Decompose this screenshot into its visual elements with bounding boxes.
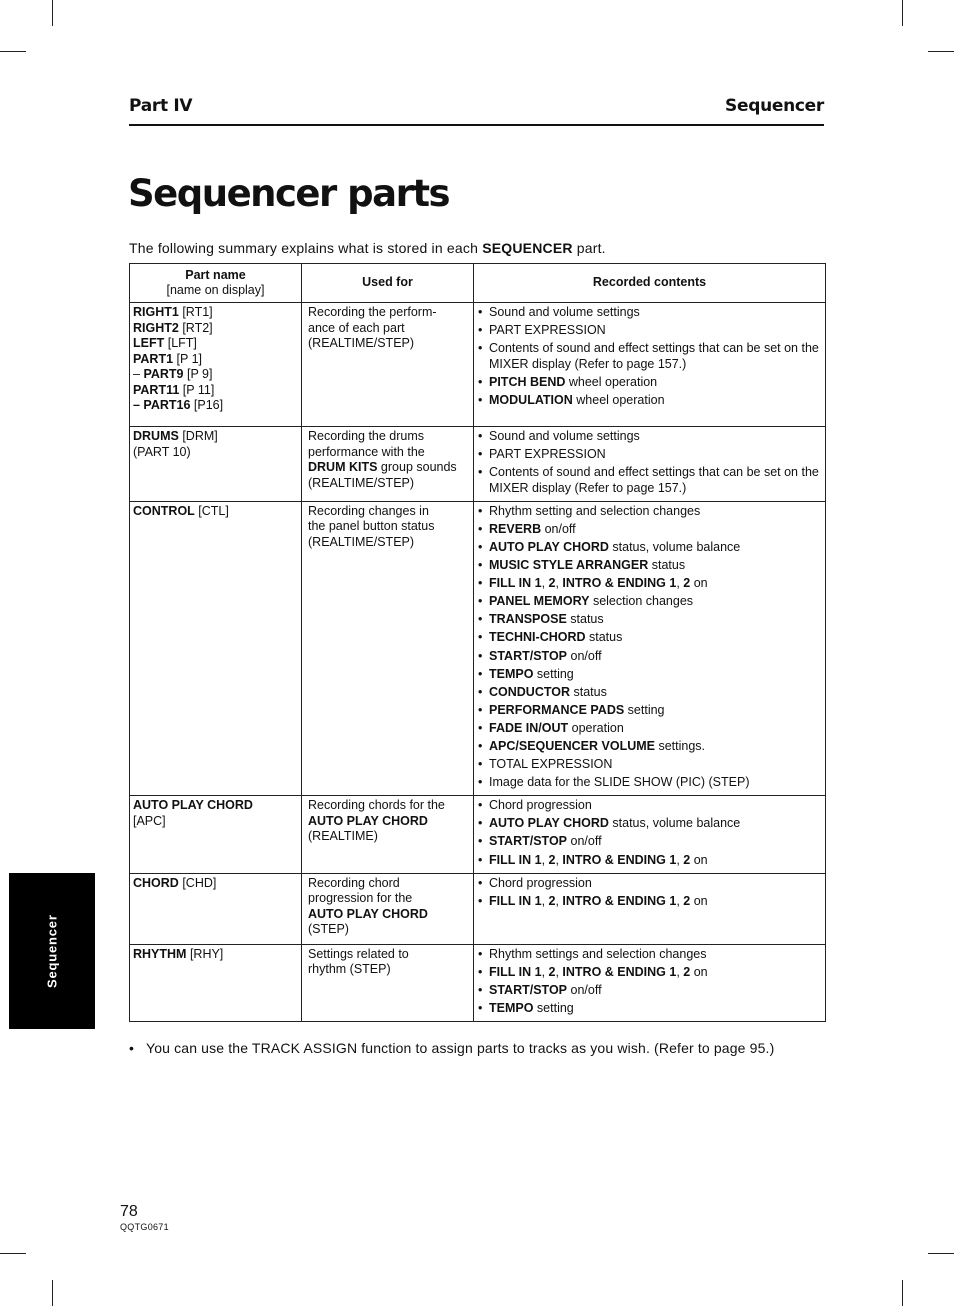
part-name-line — [133, 445, 298, 461]
text-run: , — [541, 964, 549, 979]
bold-term: MODULATION — [489, 392, 573, 407]
list-item — [478, 447, 821, 463]
text-run: [RHY] — [186, 946, 224, 961]
text-run: , — [555, 852, 563, 867]
list-item — [478, 965, 821, 981]
part-name-line — [133, 305, 298, 321]
bold-term: INTRO & ENDING 1 — [562, 964, 677, 979]
list-item — [478, 305, 821, 321]
used-for-line — [308, 321, 467, 337]
bold-term: FADE IN/OUT — [489, 720, 569, 735]
intro-bold: SEQUENCER — [482, 240, 573, 256]
bold-term: PITCH BEND — [489, 374, 566, 389]
bold-term: CHORD — [133, 875, 179, 890]
text-run: on/off — [541, 521, 576, 536]
text-run: status, volume balance — [608, 816, 741, 831]
used-for-line — [308, 504, 467, 520]
used-for-cell — [302, 303, 474, 427]
text-run: Chord progression — [489, 798, 592, 813]
crop-mark — [902, 0, 903, 26]
text-run: [P 1] — [173, 351, 203, 366]
text-run: , — [541, 852, 549, 867]
part-name-line — [133, 352, 298, 368]
bullet-icon: • — [129, 1040, 135, 1056]
text-run: Contents of sound and effect settings that can be set on the MIXER display (Refer to page 157.) — [489, 465, 819, 495]
used-for-cell — [302, 796, 474, 873]
text-run: Recording chord — [308, 875, 400, 890]
used-for-line — [308, 476, 467, 492]
bold-term: START/STOP — [489, 834, 568, 849]
text-run: Contents of sound and effect settings that can be set on the MIXER display (Refer to page 157.) — [489, 341, 819, 371]
text-run: on/off — [567, 648, 602, 663]
table-row — [130, 303, 826, 427]
bold-term: INTRO & ENDING 1 — [562, 852, 677, 867]
text-run: Recording chords for the — [308, 798, 445, 813]
bold-term: 2 — [683, 964, 691, 979]
table-row — [130, 873, 826, 944]
text-run: status — [648, 558, 686, 573]
footnote-text: You can use the TRACK ASSIGN function to assign parts to tracks as you wish. (Refer to page 95.) — [146, 1040, 775, 1056]
list-item — [478, 798, 821, 814]
used-for-line — [308, 947, 467, 963]
text-run: , — [676, 964, 684, 979]
list-item — [478, 685, 821, 701]
text-run: wheel operation — [572, 392, 665, 407]
list-item — [478, 393, 821, 409]
bold-term: PART11 — [133, 382, 180, 397]
recorded-contents-cell — [474, 796, 826, 873]
side-tab-label: Sequencer — [44, 914, 60, 988]
used-for-line — [308, 962, 467, 978]
recorded-contents-cell — [474, 303, 826, 427]
used-for-line — [308, 907, 467, 923]
part-name-line — [133, 947, 298, 963]
text-run: Recording changes in — [308, 503, 429, 518]
column-header-subtitle: [name on display] — [166, 283, 265, 297]
part-name-line — [133, 876, 298, 892]
text-run: [RT2] — [178, 320, 213, 335]
intro-paragraph — [129, 240, 606, 256]
part-name-line — [133, 383, 298, 399]
used-for-line — [308, 891, 467, 907]
used-for-line — [308, 336, 467, 352]
bold-term: RIGHT2 — [133, 320, 179, 335]
used-for-line — [308, 519, 467, 535]
table-row — [130, 427, 826, 502]
crop-mark — [52, 0, 53, 26]
crop-mark — [928, 51, 954, 52]
bold-term: 2 — [548, 964, 556, 979]
list-item — [478, 876, 821, 892]
bold-term: PANEL MEMORY — [489, 594, 590, 609]
bold-term: 2 — [548, 576, 556, 591]
used-for-line — [308, 876, 467, 892]
list-item — [478, 721, 821, 737]
list-item — [478, 816, 821, 832]
list-item — [478, 465, 821, 496]
bold-term: 2 — [548, 852, 556, 867]
used-for-cell — [302, 427, 474, 502]
text-run: performance with the — [308, 444, 425, 459]
recorded-contents-list — [478, 504, 821, 791]
text-run: , — [541, 893, 549, 908]
part-name-cell — [130, 796, 302, 873]
list-item — [478, 522, 821, 538]
recorded-contents-list — [478, 798, 821, 868]
recorded-contents-cell — [474, 427, 826, 502]
text-run: [CHD] — [178, 875, 217, 890]
crop-mark — [928, 1253, 954, 1254]
bold-term: PERFORMANCE PADS — [489, 702, 625, 717]
list-item — [478, 775, 821, 791]
table-header-row — [130, 264, 826, 303]
bold-term: CONTROL — [133, 503, 195, 518]
document-code: QQTG0671 — [120, 1222, 169, 1232]
text-run: group sounds — [377, 460, 457, 474]
bold-term: AUTO PLAY CHORD — [308, 813, 428, 828]
used-for-line — [308, 535, 467, 551]
used-for-line — [308, 798, 467, 814]
list-item — [478, 630, 821, 646]
list-item — [478, 667, 821, 683]
text-run: PART EXPRESSION — [489, 323, 606, 338]
text-run: ance of each part — [308, 320, 405, 335]
bold-term: DRUM KITS — [308, 460, 378, 474]
part-name-line — [133, 429, 298, 445]
text-run: status — [570, 684, 607, 699]
bold-term: START/STOP — [489, 982, 568, 997]
column-header-recorded-contents: Recorded contents — [474, 264, 826, 303]
recorded-contents-cell — [474, 501, 826, 796]
text-run: , — [676, 893, 684, 908]
bold-term: START/STOP — [489, 648, 568, 663]
bold-term: PART9 — [143, 367, 184, 381]
bold-term: MUSIC STYLE ARRANGER — [489, 558, 649, 573]
text-run: Image data for the SLIDE SHOW (PIC) (STEP) — [489, 775, 750, 790]
list-item — [478, 323, 821, 339]
recorded-contents-list — [478, 429, 821, 496]
text-run: on — [690, 852, 708, 867]
list-item — [478, 594, 821, 610]
list-item — [478, 341, 821, 372]
bold-term: PART1 — [133, 351, 174, 366]
used-for-line — [308, 814, 467, 830]
recorded-contents-list — [478, 876, 821, 910]
text-run: , — [555, 964, 563, 979]
used-for-cell — [302, 501, 474, 796]
text-run: Sound and volume settings — [489, 429, 640, 443]
footnote — [129, 1040, 825, 1056]
recorded-contents-cell — [474, 944, 826, 1021]
running-header — [129, 96, 824, 126]
text-run: operation — [568, 720, 624, 735]
text-run: (REALTIME/STEP) — [308, 534, 415, 549]
part-name-line — [133, 336, 298, 352]
list-item — [478, 834, 821, 850]
list-item — [478, 429, 821, 445]
bold-term: AUTO PLAY CHORD — [308, 906, 428, 921]
text-run: , — [541, 576, 549, 591]
bold-term: 2 — [683, 852, 691, 867]
bold-term: AUTO PLAY CHORD — [489, 816, 609, 831]
bold-term: REVERB — [489, 521, 542, 536]
used-for-line — [308, 445, 467, 461]
text-run: [P16] — [190, 398, 224, 412]
bold-term: LEFT — [133, 336, 165, 350]
text-run: Rhythm setting and selection changes — [489, 503, 701, 518]
text-run: status — [585, 630, 623, 645]
bold-term: 2 — [548, 893, 556, 908]
bold-term: RHYTHM — [133, 946, 187, 961]
bold-term: CONDUCTOR — [489, 684, 571, 699]
used-for-line — [308, 429, 467, 445]
text-run: (STEP) — [308, 922, 349, 937]
text-run: (REALTIME/STEP) — [308, 475, 415, 490]
text-run: the panel button status — [308, 519, 435, 534]
text-run: (PART 10) — [133, 444, 191, 459]
part-name-line — [133, 367, 298, 383]
list-item — [478, 375, 821, 391]
list-item — [478, 983, 821, 999]
part-name-line — [133, 398, 298, 414]
used-for-line — [308, 922, 467, 938]
text-run: setting — [533, 1000, 574, 1015]
list-item — [478, 853, 821, 869]
bold-term: RIGHT1 — [133, 305, 179, 319]
used-for-line — [308, 829, 467, 845]
part-name-line — [133, 321, 298, 337]
text-run: , — [676, 576, 684, 591]
page-title: Sequencer parts — [128, 172, 450, 215]
bold-term: INTRO & ENDING 1 — [562, 576, 677, 591]
text-run: on — [690, 964, 708, 979]
list-item — [478, 576, 821, 592]
part-name-cell — [130, 873, 302, 944]
used-for-line — [308, 460, 467, 476]
text-run: PART EXPRESSION — [489, 447, 606, 462]
column-header-used-for: Used for — [302, 264, 474, 303]
part-name-cell — [130, 427, 302, 502]
text-run: TOTAL EXPRESSION — [489, 757, 613, 772]
bold-term: APC/SEQUENCER VOLUME — [489, 739, 655, 753]
page-number: 78 — [120, 1203, 138, 1220]
text-run: Settings related to — [308, 946, 409, 961]
header-section-label: Sequencer — [725, 96, 824, 116]
column-header-part-name — [130, 264, 302, 303]
intro-text: The following summary explains what is stored in each — [129, 240, 483, 256]
list-item — [478, 558, 821, 574]
text-run: rhythm (STEP) — [308, 962, 391, 977]
bold-term: TEMPO — [489, 666, 534, 681]
text-run: [P 9] — [183, 367, 213, 381]
bold-term: FILL IN 1 — [489, 576, 542, 591]
section-side-tab — [9, 873, 95, 1029]
text-run: (REALTIME/STEP) — [308, 336, 415, 350]
text-run: Chord progression — [489, 875, 592, 890]
text-run: on/off — [567, 834, 602, 849]
text-run: wheel operation — [565, 374, 658, 389]
bold-term: TEMPO — [489, 1000, 534, 1015]
table-row — [130, 944, 826, 1021]
text-run: selection changes — [589, 594, 694, 609]
column-header-title: Part name — [185, 267, 246, 282]
crop-mark — [0, 1253, 26, 1254]
part-name-line — [133, 814, 298, 830]
list-item — [478, 703, 821, 719]
recorded-contents-list — [478, 947, 821, 1017]
list-item — [478, 894, 821, 910]
text-run: setting — [624, 702, 665, 717]
part-name-cell — [130, 303, 302, 427]
list-item — [478, 1001, 821, 1017]
part-name-cell — [130, 944, 302, 1021]
bold-term: TECHNI-CHORD — [489, 630, 586, 645]
bold-term: AUTO PLAY CHORD — [133, 798, 253, 813]
crop-mark — [0, 51, 26, 52]
crop-mark — [902, 1280, 903, 1306]
bold-term: FILL IN 1 — [489, 893, 542, 908]
list-item — [478, 757, 821, 773]
text-run: [CTL] — [194, 503, 229, 518]
table-row — [130, 796, 826, 873]
bold-term: – PART16 — [133, 398, 191, 412]
text-run: status, volume balance — [608, 539, 741, 554]
part-name-line — [133, 504, 298, 520]
used-for-cell — [302, 944, 474, 1021]
used-for-cell — [302, 873, 474, 944]
bold-term: TRANSPOSE — [489, 612, 567, 627]
text-run: on — [690, 576, 708, 591]
text-run: , — [555, 893, 563, 908]
list-item — [478, 540, 821, 556]
text-run: status — [566, 612, 604, 627]
table-row — [130, 501, 826, 796]
text-run: Recording the perform- — [308, 305, 437, 319]
text-run: setting — [533, 666, 574, 681]
text-run: , — [555, 576, 563, 591]
bold-term: FILL IN 1 — [489, 964, 542, 979]
crop-mark — [52, 1280, 53, 1306]
recorded-contents-list — [478, 305, 821, 408]
text-run: on/off — [567, 982, 602, 997]
text-run: (REALTIME) — [308, 829, 378, 844]
bold-term: INTRO & ENDING 1 — [562, 893, 677, 908]
used-for-line — [308, 305, 467, 321]
text-run: settings. — [655, 739, 706, 753]
text-run: progression for the — [308, 891, 413, 906]
sequencer-parts-table — [129, 263, 826, 1022]
list-item — [478, 612, 821, 628]
list-item — [478, 649, 821, 665]
part-name-line — [133, 798, 298, 814]
bold-term: 2 — [683, 576, 691, 591]
text-run: [RT1] — [178, 305, 213, 319]
bold-term: DRUMS — [133, 429, 179, 443]
text-run: Recording the drums — [308, 429, 425, 443]
text-run: on — [690, 893, 708, 908]
intro-text-end: part. — [572, 240, 606, 256]
list-item — [478, 947, 821, 963]
bold-term: AUTO PLAY CHORD — [489, 539, 609, 554]
text-run: [DRM] — [178, 429, 218, 443]
part-name-cell — [130, 501, 302, 796]
text-run: Rhythm settings and selection changes — [489, 946, 707, 961]
text-run: [APC] — [133, 813, 166, 828]
text-run: [P 11] — [179, 382, 215, 397]
text-run: , — [676, 852, 684, 867]
list-item — [478, 739, 821, 755]
bold-term: FILL IN 1 — [489, 852, 542, 867]
list-item — [478, 504, 821, 520]
text-run: Sound and volume settings — [489, 305, 640, 319]
bold-term: 2 — [683, 893, 691, 908]
recorded-contents-cell — [474, 873, 826, 944]
text-run: – — [133, 367, 144, 381]
text-run: [LFT] — [164, 336, 197, 350]
table-body — [130, 303, 826, 1022]
header-part-label: Part IV — [129, 96, 193, 116]
